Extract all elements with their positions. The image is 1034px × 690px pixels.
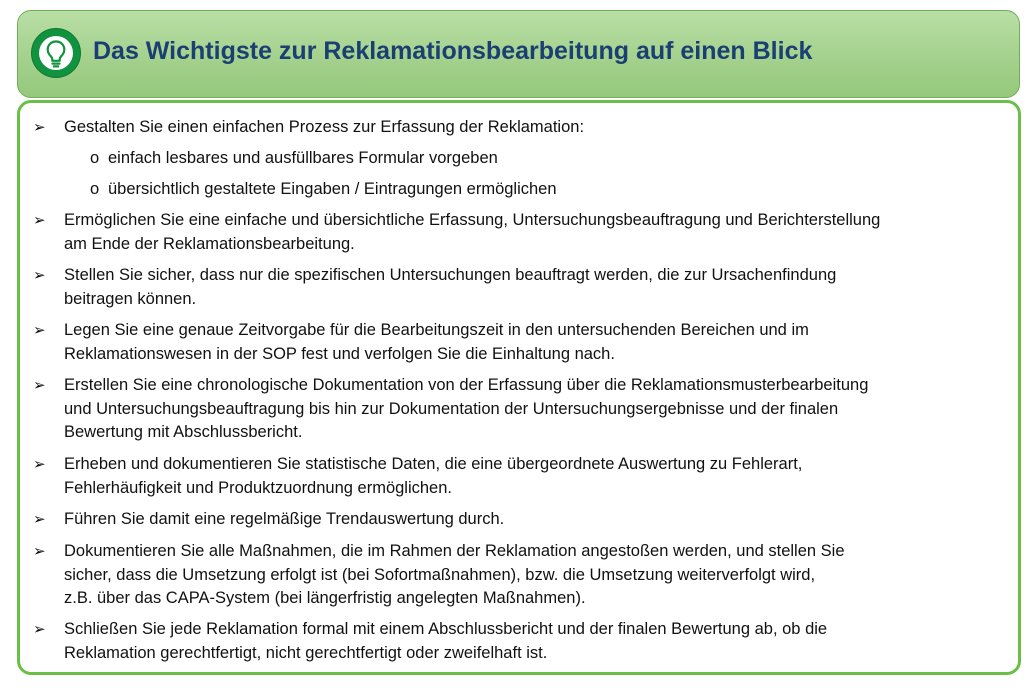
list-item-text: Gestalten Sie einen einfachen Prozess zur Erfassung der Reklamation: [64,118,585,136]
content-panel [17,100,1021,675]
sub-list-item [90,178,990,202]
list-item: ➢ Erstellen Sie eine chronologische Dokumentation von der Erfassung über die Reklamationsmusterbearbeitung und Untersuchungsbeauftragung bis hin zur Dokumentation der Untersuchungsergebnisse und der finalen Bewertung mit Abschlussbericht. [33,376,869,441]
arrow-bullet-icon: ➢ [33,119,46,136]
list-item: ➢ Dokumentieren Sie alle Maßnahmen, die im Rahmen der Reklamation angestoßen werden, und stellen Sie sicher, dass die Umsetzung erfolgt ist (bei Sofortmaßnahmen), bzw. die Umsetzung weiterverfolgt wird, z.B. über das CAPA-System (bei längerfristig angelegten Maßnahmen). [33,542,845,607]
arrow-bullet-icon: ➢ [33,322,46,339]
list-item: ➢ Stellen Sie sicher, dass nur die spezifischen Untersuchungen beauftragt werden, die zur Ursachenfindung beitragen können. [33,266,837,308]
header-banner [17,10,1020,98]
arrow-bullet-icon: ➢ [33,212,46,229]
sub-list-item [90,147,990,171]
circle-bullet-icon: o [90,180,100,198]
list-item: ➢ Führen Sie damit eine regelmäßige Trendauswertung durch. [64,508,1009,532]
list-item: ➢ Schließen Sie jede Reklamation formal mit einem Abschlussbericht und der finalen Bewertung ab, ob die Reklamation gerechtfertigt, nicht gerechtfertigt oder zweifelhaft ist. [33,620,828,662]
lightbulb-icon [31,28,81,78]
arrow-bullet-icon: ➢ [33,511,46,528]
sub-list-item-text: übersichtlich gestaltete Eingaben / Eintragungen ermöglichen [108,180,557,198]
list-item: ➢ Erheben und dokumentieren Sie statistische Daten, die eine übergeordnete Auswertung zu Fehlerart, Fehlerhäufigkeit und Produktzuordnung ermöglichen. [33,455,803,497]
arrow-bullet-icon: ➢ [33,543,46,560]
page-title: Das Wichtigste zur Reklamationsbearbeitung auf einen Blick [93,37,813,65]
arrow-bullet-icon: ➢ [33,377,46,394]
sub-list-item-text: einfach lesbares und ausfüllbares Formular vorgeben [108,149,498,167]
arrow-bullet-icon: ➢ [33,621,46,638]
list-item: ➢ Legen Sie eine genaue Zeitvorgabe für die Bearbeitungszeit in den untersuchenden Bereichen und im Reklamationswesen in der SOP fest und verfolgen Sie die Einhaltung nach. [33,321,809,363]
list-item [33,116,1009,140]
arrow-bullet-icon: ➢ [33,456,46,473]
circle-bullet-icon: o [90,149,100,167]
list-item: ➢ Ermöglichen Sie eine einfache und übersichtliche Erfassung, Untersuchungsbeauftragung und Berichterstellung am Ende der Reklamationsbearbeitung. [33,211,881,253]
arrow-bullet-icon: ➢ [33,267,46,284]
